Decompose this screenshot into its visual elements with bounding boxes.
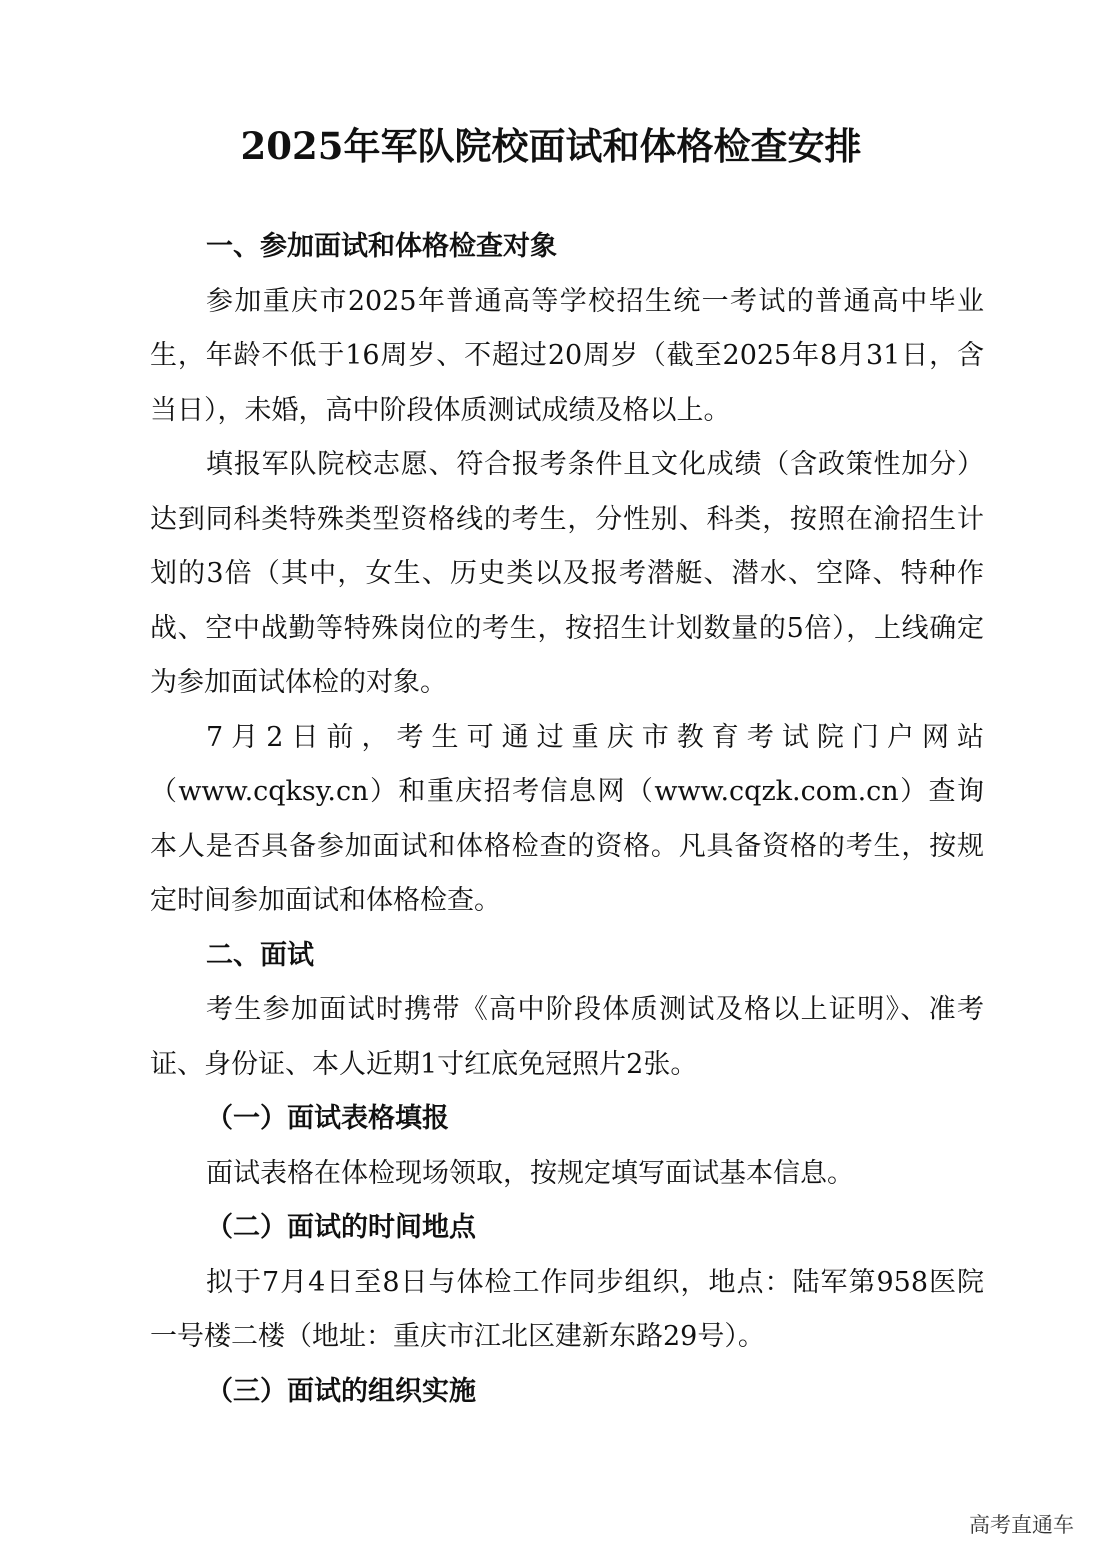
subheading-interview-organization: （三）面试的组织实施	[206, 1375, 476, 1407]
paragraph-interview-materials: 考生参加面试时携带《高中阶段体质测试及格以上证明》、准考证、身份证、本人近期1寸红底免冠照片2张。	[150, 994, 984, 1080]
paragraph-eligibility-selection: 填报军队院校志愿、符合报考条件且文化成绩（含政策性加分）达到同科类特殊类型资格线的考生，分性别、科类，按照在渝招生计划的3倍（其中，女生、历史类以及报考潜艇、潜水、空降、特种作战、空中战勤等特殊岗位的考生，按招生计划数量的5倍），上线确定为参加面试体检的对象。	[150, 449, 984, 698]
document-body	[150, 220, 984, 1419]
paragraph-eligibility-age: 参加重庆市2025年普通高等学校招生统一考试的普通高中毕业生，年龄不低于16周岁、不超过20周岁（截至2025年8月31日，含当日），未婚，高中阶段体质测试成绩及格以上。	[150, 285, 984, 426]
section-heading-eligibility: 一、参加面试和体格检查对象	[206, 231, 557, 262]
paragraph-interview-form: 面试表格在体检现场领取，按规定填写面试基本信息。	[206, 1157, 854, 1189]
paragraph-eligibility-query: 7月2日前，考生可通过重庆市教育考试院门户网站（www.cqksy.cn）和重庆招考信息网（www.cqzk.com.cn）查询本人是否具备参加面试和体格检查的资格。凡具备资格的考生，按规定时间参加面试和体格检查。	[150, 721, 984, 916]
document-title: 2025年军队院校面试和体格检查安排	[240, 124, 862, 168]
watermark-text: 高考直通车	[969, 1513, 1074, 1537]
subheading-interview-form: （一）面试表格填报	[206, 1103, 449, 1134]
subheading-interview-time-place: （二）面试的时间地点	[206, 1212, 476, 1243]
paragraph-interview-time-place: 拟于7月4日至8日与体检工作同步组织，地点：陆军第958医院一号楼二楼（地址：重庆市江北区建新东路29号）。	[150, 1266, 984, 1352]
section-heading-interview: 二、面试	[206, 939, 314, 971]
